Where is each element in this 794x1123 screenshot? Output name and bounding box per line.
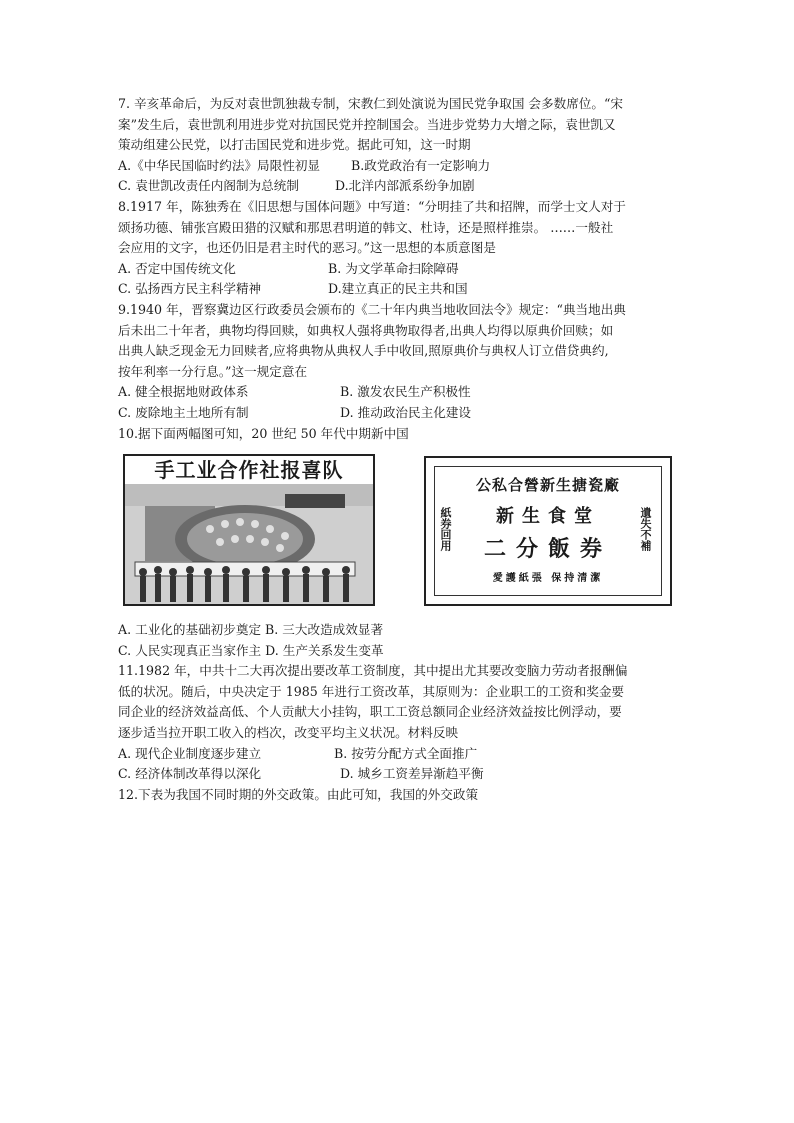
q8-options-row-1 [118, 259, 678, 280]
q11-line-2: 低的状况。随后，中央决定于 1985 年进行工资改革，其原则为：企业职工的工资和奖金要 [118, 683, 625, 699]
question-10 [118, 424, 678, 662]
q8-option-b[interactable]: B. 为文学革命扫除障碍 [328, 260, 459, 276]
q8-line-1: 8.1917 年，陈独秀在《旧思想与国体问题》中写道：“分明挂了共和招牌，而学士文人对于 [118, 198, 626, 214]
fig2-right-note: 遺失不補 [639, 507, 652, 552]
q9-line-3: 出典人缺乏现金无力回赎者,应将典物从典权人手中收回,照原典价与典权人订立借贷典约, [118, 343, 609, 359]
q7-option-d[interactable]: D.北洋内部派系纷争加剧 [335, 178, 475, 194]
q11-option-a[interactable]: A. 现代企业制度逐步建立 [118, 745, 262, 761]
q10-options-row-2[interactable]: C. 人民实现真正当家作主 D. 生产关系发生变革 [118, 642, 384, 658]
q9-options-row-2 [118, 403, 678, 424]
question-11 [118, 661, 678, 785]
q7-option-b[interactable]: B.政党政治有一定影响力 [351, 157, 491, 173]
meal-ticket-frame [434, 466, 662, 596]
q7-option-a[interactable]: A.《中华民国临时约法》局限性初显 [118, 157, 321, 173]
fig2-title: 公私合營新生搪瓷廠 [475, 476, 620, 495]
q11-options-row-1 [118, 744, 678, 765]
q7-option-c[interactable]: C. 袁世凯改责任内阁制为总统制 [118, 178, 299, 194]
q10-stem: 10.据下面两幅图可知，20 世纪 50 年代中期新中国 [118, 425, 409, 441]
q11-line-4: 逐步适当拉开职工收入的档次，改变平均主义状况。材料反映 [118, 725, 459, 741]
q7-options-row-1 [118, 156, 678, 177]
fig1-title: 手工业合作社报喜队 [125, 456, 373, 486]
q10-options-row-1[interactable]: A. 工业化的基础初步奠定 B. 三大改造成效显著 [118, 622, 384, 638]
q7-line-3: 策动组建公民党，以打击国民党和进步党。据此可知，这一时期 [118, 137, 471, 153]
fig2-footer: 愛護紙張 保持清潔 [492, 572, 604, 584]
question-8 [118, 197, 678, 300]
q9-options-row-1 [118, 382, 678, 403]
q11-line-1: 11.1982 年，中共十二大再次提出要改革工资制度，其中提出尤其要改变脑力劳动者报酬偏 [118, 663, 628, 679]
fig2-left-note: 紙券回用 [439, 507, 452, 552]
q9-option-c[interactable]: C. 废除地主土地所有制 [118, 404, 249, 420]
q8-option-d[interactable]: D.建立真正的民主共和国 [328, 281, 468, 297]
q8-option-a[interactable]: A. 否定中国传统文化 [118, 260, 236, 276]
parade-photo-image [125, 484, 373, 604]
q8-options-row-2 [118, 279, 678, 300]
q11-option-b[interactable]: B. 按劳分配方式全面推广 [334, 745, 478, 761]
figure-meal-ticket [424, 456, 672, 606]
q11-option-c[interactable]: C. 经济体制改革得以深化 [118, 766, 262, 782]
q11-options-row-2 [118, 764, 678, 785]
q9-line-2: 后未出二十年者，典物均得回赎，如典权人强将典物取得者,出典人均得以原典价回赎；如 [118, 322, 614, 338]
q10-figures [118, 448, 678, 616]
fig2-canteen-name: 新生食堂 [496, 506, 600, 528]
q9-line-1: 9.1940 年，晋察冀边区行政委员会颁布的《二十年内典当地收回法令》规定：“典当地出典 [118, 301, 626, 317]
question-7 [118, 94, 678, 197]
q8-option-c[interactable]: C. 弘扬西方民主科学精神 [118, 281, 262, 297]
q7-line-2: 案”发生后，袁世凯利用进步党对抗国民党并控制国会。当进步党势力大增之际，袁世凯又 [118, 116, 616, 132]
q12-stem: 12.下表为我国不同时期的外交政策。由此可知，我国的外交政策 [118, 786, 479, 802]
q9-option-a[interactable]: A. 健全根据地财政体系 [118, 384, 249, 400]
question-9 [118, 300, 678, 424]
question-12 [118, 785, 678, 806]
exam-page [118, 94, 678, 805]
q11-option-d[interactable]: D. 城乡工资差异渐趋平衡 [340, 766, 484, 782]
q7-options-row-2 [118, 176, 678, 197]
q8-line-3: 会应用的文字，也还仍旧是君主时代的恶习。”这一思想的本质意图是 [118, 240, 496, 256]
q7-line-1: 7. 辛亥革命后，为反对袁世凯独裁专制，宋教仁到处演说为国民党争取国 会多数席位。“宋 [118, 96, 624, 111]
q11-line-3: 同企业的经济效益高低、个人贡献大小挂钩，职工工资总额同企业经济效益按比例浮动，要 [118, 704, 622, 720]
q8-line-2: 颂扬功德、铺张宫殿田猎的汉赋和那思君明道的韩文、杜诗，还是照样推崇。 ……一般社 [118, 219, 614, 235]
figure-handicraft-cooperative-photo [123, 454, 375, 606]
fig2-ticket-value: 二分飯券 [483, 536, 612, 563]
q9-option-d[interactable]: D. 推动政治民主化建设 [340, 404, 471, 420]
q9-option-b[interactable]: B. 激发农民生产积极性 [340, 384, 471, 400]
q9-line-4: 按年利率一分行息。”这一规定意在 [118, 363, 308, 379]
